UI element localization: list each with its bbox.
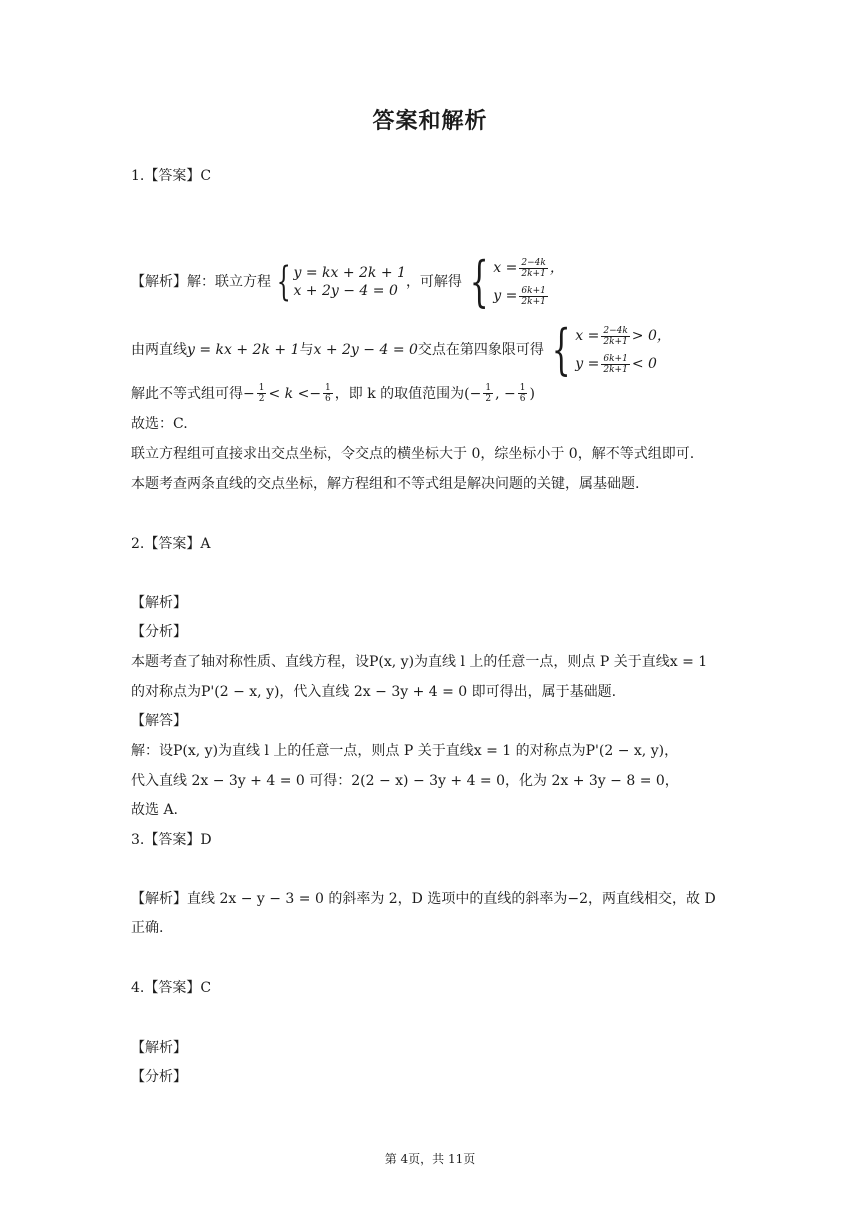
- q1-line3-mid: < k <−: [268, 385, 322, 402]
- q2-jieda-line2: 代入直线 2x − 3y + 4 = 0 可得：2(2 − x) − 3y + 4 = 0，化为 2x + 3y − 8 = 0，: [131, 773, 679, 789]
- q2-jieda-line1: 解：设P(x, y)为直线 l 上的任意一点，则点 P 关于直线x = 1 的对称点为P'(2 − x, y)，: [131, 743, 679, 759]
- q1-line3-a: 解此不等式组可得: [131, 385, 243, 402]
- q3-line2: 正确.: [131, 920, 164, 936]
- left-brace-icon: {: [469, 250, 489, 313]
- q1-sixth-den: 6: [325, 394, 331, 404]
- q1-range-sixth-den: 6: [519, 394, 526, 404]
- q1-sol-y-lhs: y =: [493, 288, 518, 304]
- q1-inequality-system: [544, 318, 671, 381]
- q2-choose: 故选 A.: [131, 802, 179, 818]
- q1-comma: ，: [549, 260, 564, 276]
- q2-fenxi-line1: 本题考查了轴对称性质、直线方程，设P(x, y)为直线 l 上的任意一点，则点 P 关于直线x = 1: [131, 654, 708, 670]
- q1-line3-sep: , −: [495, 385, 516, 402]
- q1-line2-b: 与: [299, 342, 314, 358]
- q1-line2: [131, 318, 671, 381]
- q1-line2-c: 交点在第四象限可得: [417, 342, 544, 358]
- q1-ineq-y-num: 6k+1: [603, 353, 628, 364]
- q1-line2-eq1: y = kx + 2k + 1: [187, 342, 300, 358]
- q4-fenxi: 【分析】: [131, 1069, 187, 1085]
- q1-choose: 故选：C.: [131, 416, 188, 432]
- q2-answer: 2.【答案】A: [131, 536, 211, 552]
- q1-system-1: [271, 259, 406, 305]
- q4-answer: 4.【答案】C: [131, 980, 212, 996]
- q1-ineq-y-rhs: < 0: [631, 356, 657, 372]
- q2-jieda: 【解答】: [131, 713, 187, 729]
- page-title: 答案和解析: [372, 109, 488, 134]
- q2-fenxi-line2: 的对称点为P'(2 − x, y)，代入直线 2x − 3y + 4 = 0 即可得出，属于基础题.: [131, 684, 617, 700]
- q1-half-num: 1: [258, 383, 265, 393]
- q1-ineq-y-den: 2k+1: [603, 364, 628, 375]
- q1-answer: 1.【答案】C: [131, 168, 212, 184]
- q1-sol-y-den: 2k+1: [521, 296, 546, 307]
- q1-line2-eq2: x + 2y − 4 = 0: [313, 342, 418, 358]
- q1-ineq-y-lhs: y =: [575, 356, 600, 372]
- q1-ineq-x-rhs: > 0: [631, 328, 657, 344]
- q1-analysis-prefix: 【解析】解：联立方程: [131, 274, 271, 290]
- left-brace-icon: {: [276, 259, 291, 305]
- q1-range-half-num: 1: [485, 383, 492, 393]
- q1-note2: 本题考查两条直线的交点坐标，解方程组和不等式组是解决问题的关键，属基础题.: [131, 476, 640, 492]
- q1-range-sixth-num: 1: [519, 383, 526, 393]
- q1-ineq-x-num: 2−4k: [603, 325, 628, 336]
- q1-sol-x-num: 2−4k: [521, 257, 546, 268]
- q1-line3-neg: −: [243, 385, 255, 402]
- q1-line3-close: ): [529, 385, 535, 402]
- q1-ineq-x-lhs: x =: [575, 328, 600, 344]
- q3-answer: 3.【答案】D: [131, 832, 212, 848]
- q1-range-half-den: 2: [485, 394, 492, 404]
- q1-sys1-eq2: x + 2y − 4 = 0: [293, 283, 398, 299]
- q1-line3-b: ，即 k 的取值范围为: [334, 385, 465, 402]
- q1-analysis-line: [131, 250, 564, 313]
- q1-sol-x-lhs: x =: [493, 260, 518, 276]
- q1-sol-y-num: 6k+1: [521, 285, 546, 296]
- q1-half-den: 2: [258, 394, 265, 404]
- q4-jiexi: 【解析】: [131, 1040, 187, 1056]
- q2-fenxi: 【分析】: [131, 624, 187, 640]
- q1-sixth-num: 1: [325, 383, 331, 393]
- q1-sol-x-den: 2k+1: [521, 268, 546, 279]
- q1-ineq-x-den: 2k+1: [603, 336, 628, 347]
- q1-line2-a: 由两直线: [131, 342, 187, 358]
- q3-line1: 【解析】直线 2x − y − 3 = 0 的斜率为 2，D 选项中的直线的斜率为−2，两直线相交，故 D: [131, 891, 716, 907]
- q1-line3: [131, 383, 535, 404]
- q2-jiexi: 【解析】: [131, 595, 187, 611]
- q1-sys1-eq1: y = kx + 2k + 1: [293, 265, 406, 281]
- page-footer: 第 4页，共 11页: [384, 1152, 476, 1166]
- q1-line3-open: (−: [464, 385, 482, 402]
- q1-comma: ，: [656, 328, 671, 344]
- q1-solved-text: ，可解得: [405, 274, 462, 290]
- q1-note1: 联立方程组可直接求出交点坐标，令交点的横坐标大于 0，综坐标小于 0，解不等式组即可.: [131, 446, 695, 462]
- q1-solution-system: [462, 250, 564, 313]
- left-brace-icon: {: [551, 318, 571, 381]
